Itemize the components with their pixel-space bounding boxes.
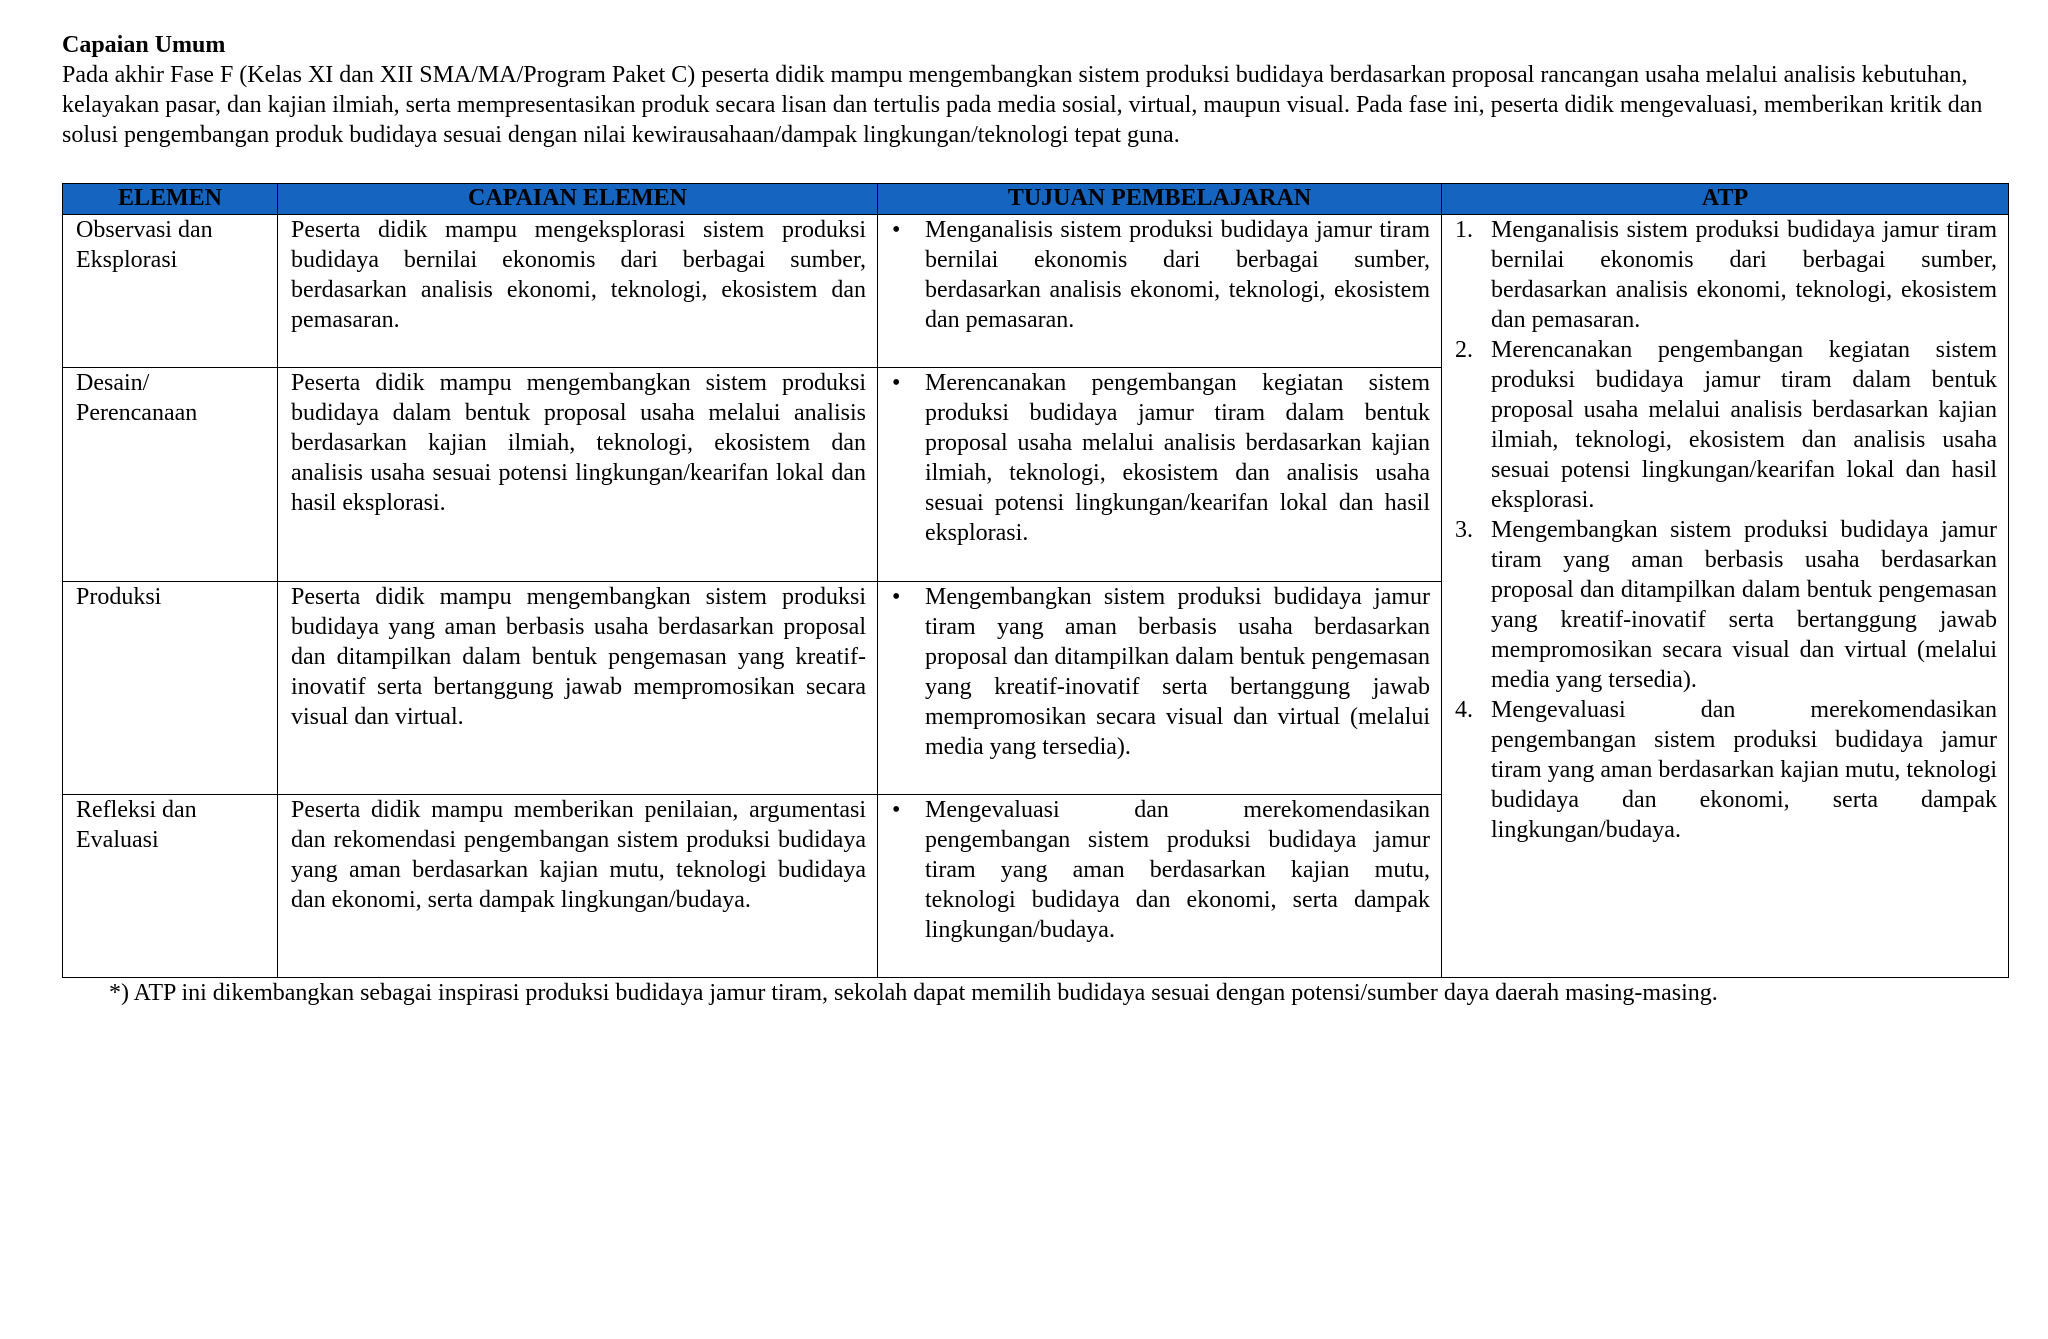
header-atp: ATP [1442,184,2009,215]
tujuan-cell [878,795,1442,978]
tujuan-text: Merencanakan pengembangan kegiatan sistem produksi budidaya jamur tiram dalam bentuk proposal usaha melalui analisis berdasarkan kajian ilmiah, teknologi, ekosistem dan analisis usaha sesuai potensi lingkungan/kearifan lokal dan hasil eksplorasi. [925,370,1430,546]
atp-item-text: Mengembangkan sistem produksi budidaya jamur tiram yang aman berbasis usaha berdasarkan proposal dan ditampilkan dalam bentuk pengemasan yang kreatif-inovatif serta bertanggung jawab mempromosikan secara visual dan virtual (melalui media yang tersedia). [1491,517,1997,693]
bullet-marker: • [892,584,901,610]
atp-list-item [1455,695,1997,845]
atp-list-item [1455,215,1997,335]
atp-item-number: 2. [1455,337,1473,363]
header-row [63,184,2009,215]
elemen-cell: Desain/ Perencanaan [63,368,278,582]
atp-item-text: Menganalisis sistem produksi budidaya jamur tiram bernilai ekonomis dari berbagai sumber, berdasarkan analisis ekonomi, teknologi, ekosistem dan pemasaran. [1491,217,1997,333]
elemen-cell: Observasi dan Eksplorasi [63,215,278,368]
table-body [63,215,2009,978]
table-row [63,215,2009,368]
atp-item-text: Merencanakan pengembangan kegiatan sistem produksi budidaya jamur tiram dalam bentuk proposal usaha melalui analisis berdasarkan kajian ilmiah, teknologi, ekosistem dan analisis usaha sesuai potensi lingkungan/kearifan lokal dan hasil eksplorasi. [1491,337,1997,513]
header-capaian-elemen: CAPAIAN ELEMEN [278,184,878,215]
tujuan-cell [878,215,1442,368]
header-tujuan-pembelajaran: TUJUAN PEMBELAJARAN [878,184,1442,215]
bullet-marker: • [892,217,901,243]
tujuan-text: Menganalisis sistem produksi budidaya jamur tiram bernilai ekonomis dari berbagai sumber, berdasarkan analisis ekonomi, teknologi, ekosistem dan pemasaran. [925,217,1430,333]
tujuan-cell [878,368,1442,582]
atp-list [1455,215,1997,845]
capaian-cell: Peserta didik mampu memberikan penilaian, argumentasi dan rekomendasi pengembangan sistem produksi budidaya yang aman berdasarkan kajian mutu, teknologi budidaya dan ekonomi, serta dampak lingkungan/budaya. [278,795,878,978]
table-header [63,184,2009,215]
atp-list-item [1455,335,1997,515]
capaian-cell: Peserta didik mampu mengeksplorasi sistem produksi budidaya bernilai ekonomis dari berbagai sumber, berdasarkan analisis ekonomi, teknologi, ekosistem dan pemasaran. [278,215,878,368]
atp-table [62,183,2009,978]
atp-item-number: 1. [1455,217,1473,243]
atp-list-item [1455,515,1997,695]
capaian-cell: Peserta didik mampu mengembangkan sistem produksi budidaya yang aman berbasis usaha berdasarkan proposal dan ditampilkan dalam bentuk pengemasan yang kreatif-inovatif serta bertanggung jawab mempromosikan secara visual dan virtual. [278,582,878,795]
bullet-marker: • [892,797,901,823]
header-elemen: ELEMEN [63,184,278,215]
tujuan-text: Mengevaluasi dan merekomendasikan pengembangan sistem produksi budidaya jamur tiram yang aman berdasarkan kajian mutu, teknologi budidaya dan ekonomi, serta dampak lingkungan/budaya. [925,797,1430,943]
atp-item-text: Mengevaluasi dan merekomendasikan pengembangan sistem produksi budidaya jamur tiram yang aman berdasarkan kajian mutu, teknologi budidaya dan ekonomi, serta dampak lingkungan/budaya. [1491,697,1997,843]
intro-paragraph: Pada akhir Fase F (Kelas XI dan XII SMA/MA/Program Paket C) peserta didik mampu mengembangkan sistem produksi budidaya berdasarkan proposal rancangan usaha melalui analisis kebutuhan, kelayakan pasar, dan kajian ilmiah, serta mempresentasikan produk secara lisan dan tertulis pada media sosial, virtual, maupun visual. Pada fase ini, peserta didik mengevaluasi, memberikan kritik dan solusi pengembangan produk budidaya sesuai dengan nilai kewirausahaan/dampak lingkungan/teknologi tepat guna. [62,62,1983,148]
bullet-marker: • [892,370,901,396]
tujuan-text: Mengembangkan sistem produksi budidaya jamur tiram yang aman berbasis usaha berdasarkan proposal dan ditampilkan dalam bentuk pengemasan yang kreatif-inovatif serta bertanggung jawab mempromosikan secara visual dan virtual (melalui media yang tersedia). [925,584,1430,760]
atp-cell [1442,215,2009,978]
capaian-cell: Peserta didik mampu mengembangkan sistem produksi budidaya dalam bentuk proposal usaha melalui analisis berdasarkan kajian ilmiah, teknologi, ekosistem dan analisis usaha sesuai potensi lingkungan/kearifan lokal dan hasil eksplorasi. [278,368,878,582]
elemen-cell: Produksi [63,582,278,795]
tujuan-cell [878,582,1442,795]
atp-item-number: 3. [1455,517,1473,543]
document-header [62,30,2008,150]
atp-item-number: 4. [1455,697,1473,723]
section-title: Capaian Umum [62,32,226,58]
elemen-cell: Refleksi dan Evaluasi [63,795,278,978]
footnote: *) ATP ini dikembangkan sebagai inspirasi produksi budidaya jamur tiram, sekolah dapat memilih budidaya sesuai dengan potensi/sumber daya daerah masing-masing. [109,980,1718,1006]
